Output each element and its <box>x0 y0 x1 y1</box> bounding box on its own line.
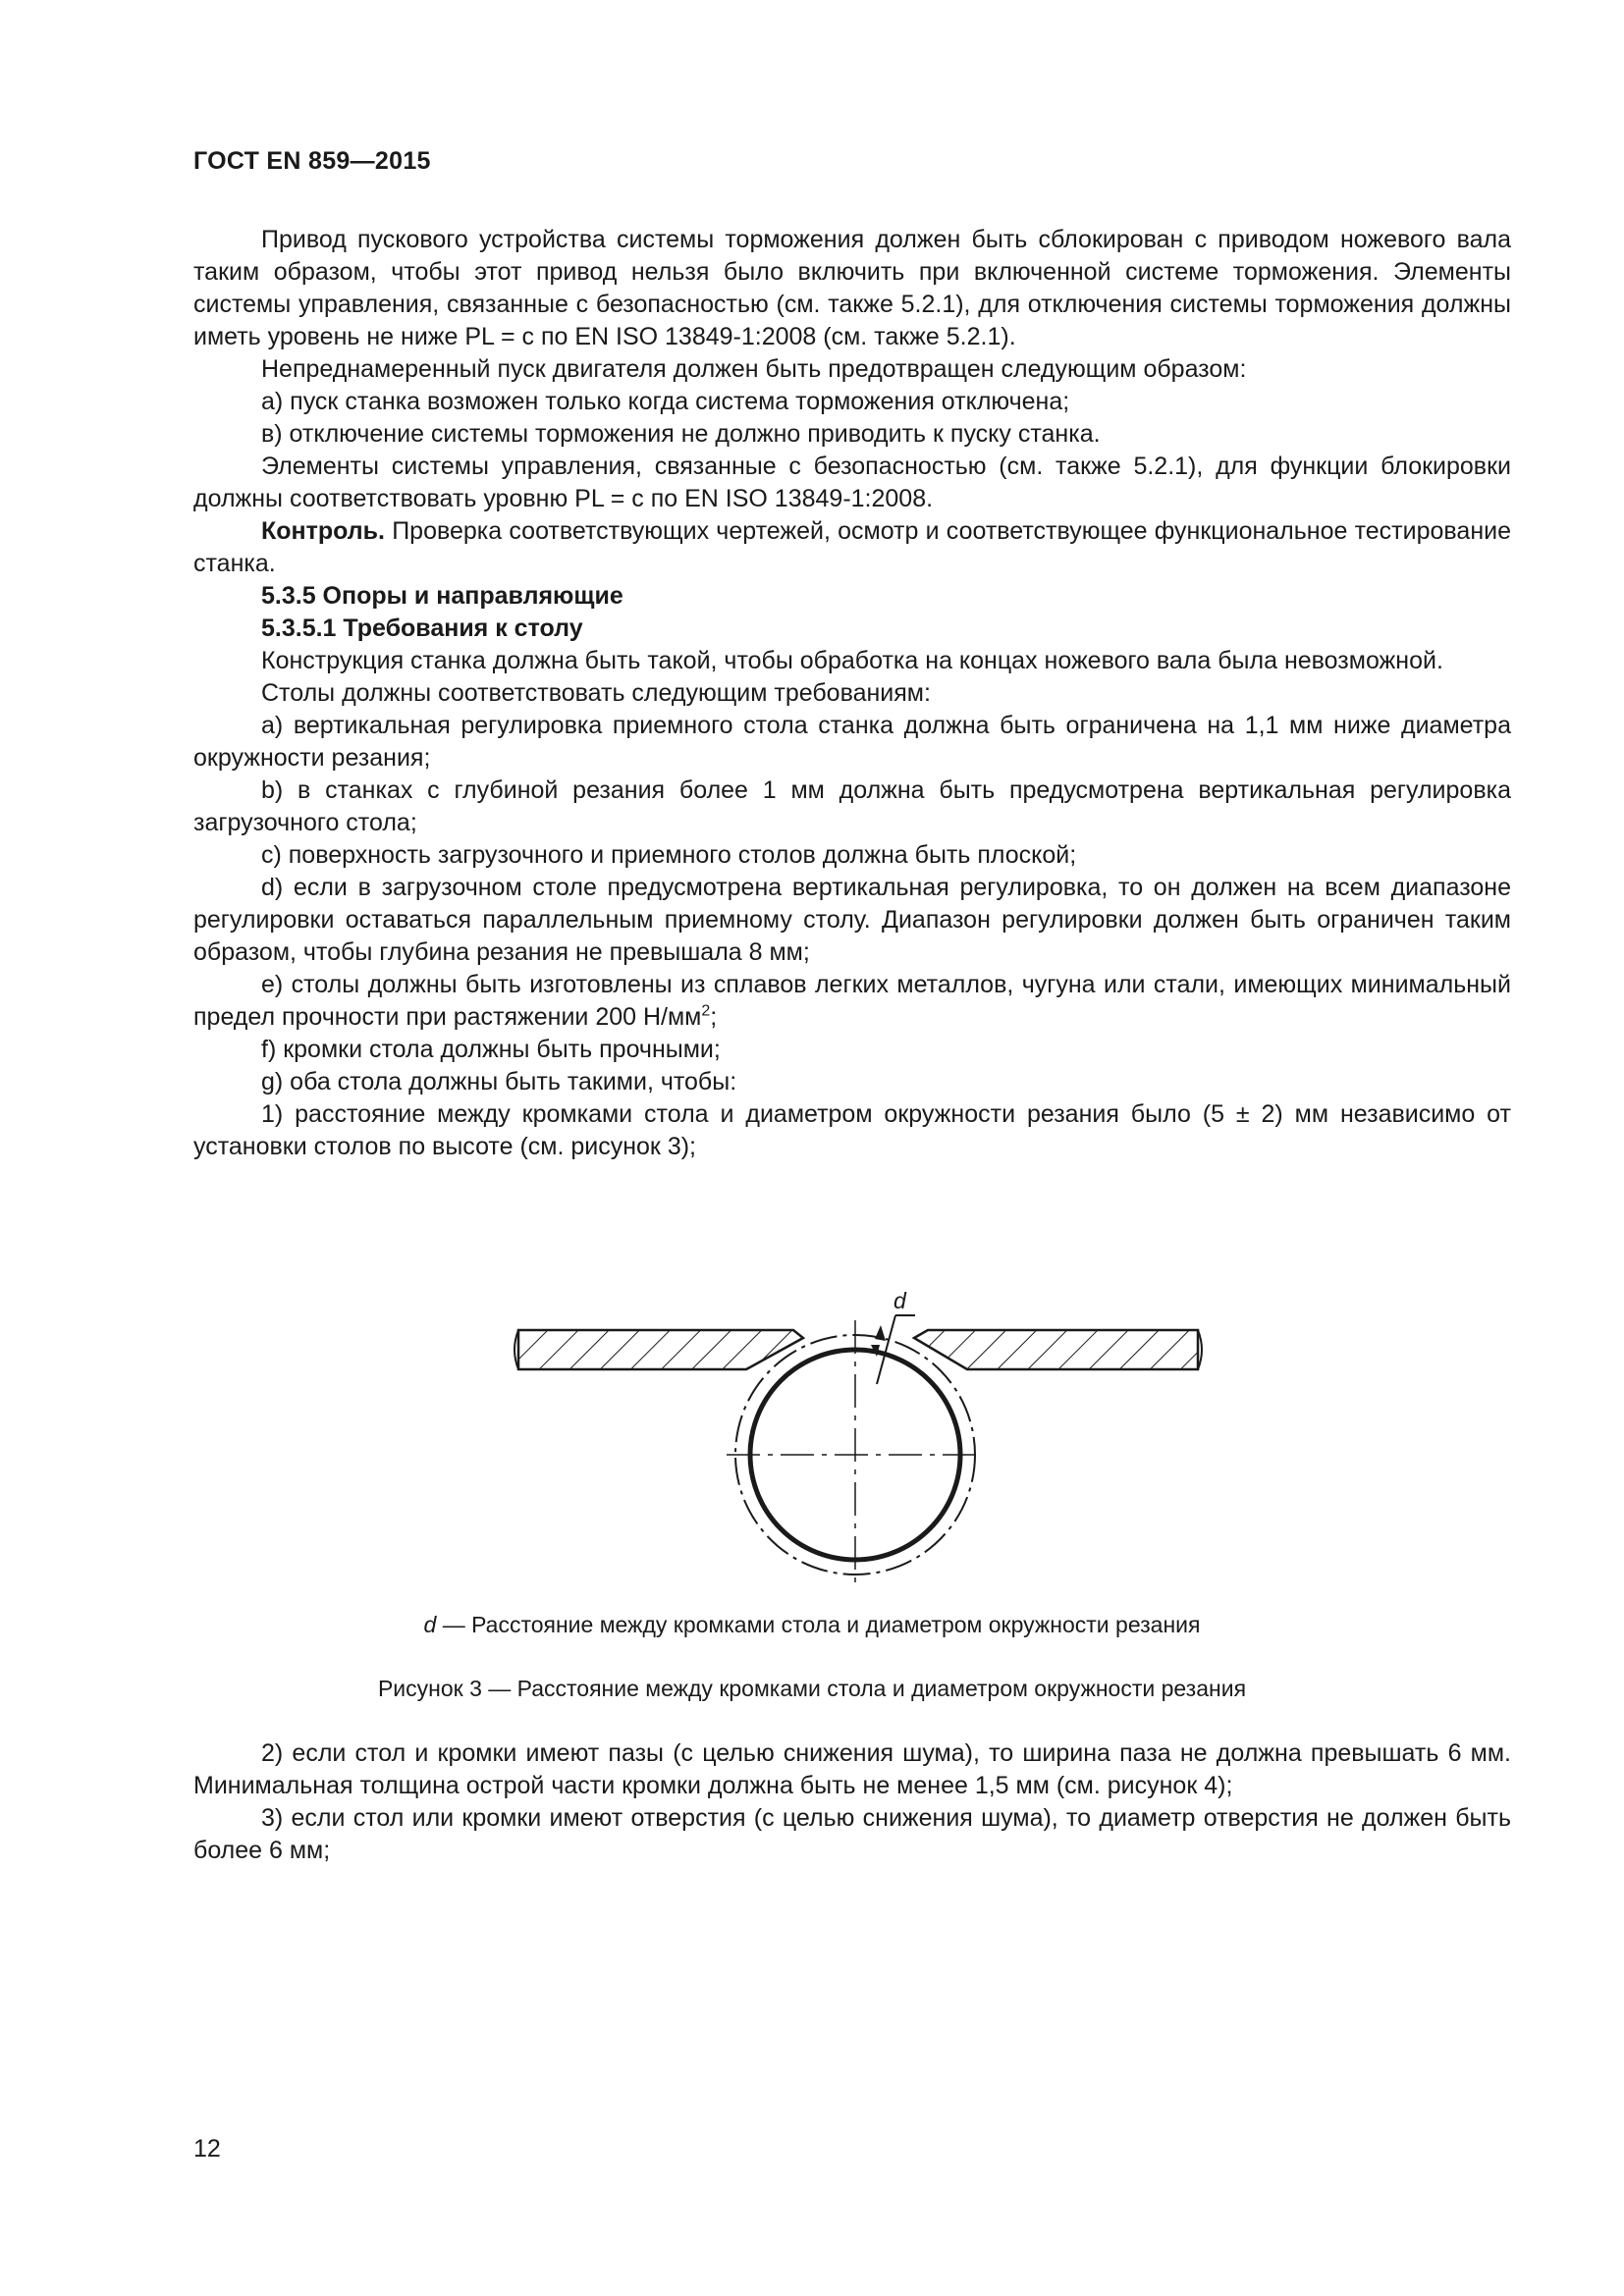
dimension-arrow <box>875 1325 886 1341</box>
list-item <box>193 969 1511 1034</box>
figure-3 <box>0 1266 1624 1600</box>
section-heading: 5.3.5 Опоры и направляющие <box>261 582 623 610</box>
list-item: c) поверхность загрузочного и приемного столов должна быть плоской; <box>261 841 1077 869</box>
list-item: b) в станках с глубиной резания более 1 мм должна быть предусмотрена вертикальная регулировка загрузочного стола; <box>193 776 1511 836</box>
subsection-heading: 5.3.5.1 Требования к столу <box>261 614 583 642</box>
paragraph: Элементы системы управления, связанные с безопасностью (см. также 5.2.1), для функции блокировки должны соответствовать уровню PL = c по EN ISO 13849-1:2008. <box>193 453 1511 512</box>
paragraph: Столы должны соответствовать следующим требованиям: <box>261 679 931 707</box>
list-item-end: ; <box>710 1003 718 1031</box>
list-item: а) вертикальная регулировка приемного стола станка должна быть ограничена на 1,1 мм ниже диаметра окружности резания; <box>193 712 1511 772</box>
list-item-text: e) столы должны быть изготовлены из сплавов легких металлов, чугуна или стали, имеющих минимальный предел прочности при растяжении 200 Н/мм <box>193 971 1511 1031</box>
paragraph-control <box>193 515 1511 580</box>
paragraph: Конструкция станка должна быть такой, чтобы обработка на концах ножевого вала была невозможной. <box>261 647 1443 674</box>
list-item: 1) расстояние между кромками стола и диаметром окружности резания было (5 ± 2) мм независимо от установки столов по высоте (см. рисунок 3); <box>193 1100 1511 1160</box>
body-text-continued <box>193 1737 1511 1867</box>
body-text <box>193 224 1511 1163</box>
legend-symbol: d <box>423 1612 437 1637</box>
figure-drawing <box>0 1266 1624 1600</box>
list-item: 2) если стол и кромки имеют пазы (с целью снижения шума), то ширина паза не должна превышать 6 мм. Минимальная толщина острой части кромки должна быть не менее 1,5 мм (см. рисунок 4); <box>193 1739 1511 1799</box>
paragraph: Привод пускового устройства системы торможения должен быть сблокирован с приводом ножевого вала таким образом, чтобы этот привод нельзя было включить при включенной системе торможения. Элементы системы управления, связанные с безопасностью (см. также 5.2.1), для отключения системы торможения должны иметь уровень не ниже PL = c по EN ISO 13849-1:2008 (см. также 5.2.1). <box>193 226 1511 350</box>
list-item: d) если в загрузочном столе предусмотрена вертикальная регулировка, то он должен на всем диапазоне регулировки оставаться параллельным приемному столу. Диапазон регулировки должен быть ограничен таким образом, чтобы глубина резания не превышала 8 мм; <box>193 874 1511 966</box>
list-item: 3) если стол или кромки имеют отверстия (с целью снижения шума), то диаметр отверстия не должен быть более 6 мм; <box>193 1804 1511 1864</box>
page-number: 12 <box>193 2135 221 2163</box>
dimension-leader <box>877 1315 895 1384</box>
right-table <box>914 1330 1198 1369</box>
figure-legend <box>0 1612 1624 1638</box>
superscript: 2 <box>701 1002 711 1020</box>
dimension-label-d: d <box>893 1288 906 1313</box>
left-table <box>518 1330 803 1369</box>
legend-text: — Расстояние между кромками стола и диаметром окружности резания <box>436 1612 1201 1637</box>
list-item: g) оба стола должны быть такими, чтобы: <box>261 1068 737 1095</box>
document-header: ГОСТ EN 859—2015 <box>193 147 431 175</box>
list-item: в) отключение системы торможения не должно приводить к пуску станка. <box>261 420 1101 448</box>
figure-caption: Рисунок 3 — Расстояние между кромками стола и диаметром окружности резания <box>377 1676 1247 1701</box>
control-text: Проверка соответствующих чертежей, осмотр и соответствующее функциональное тестирование станка. <box>193 517 1511 577</box>
list-item: а) пуск станка возможен только когда система торможения отключена; <box>261 388 1070 415</box>
paragraph: Непреднамеренный пуск двигателя должен быть предотвращен следующим образом: <box>261 355 1247 383</box>
list-item: f) кромки стола должны быть прочными; <box>261 1036 721 1063</box>
control-label: Контроль. <box>261 517 385 545</box>
